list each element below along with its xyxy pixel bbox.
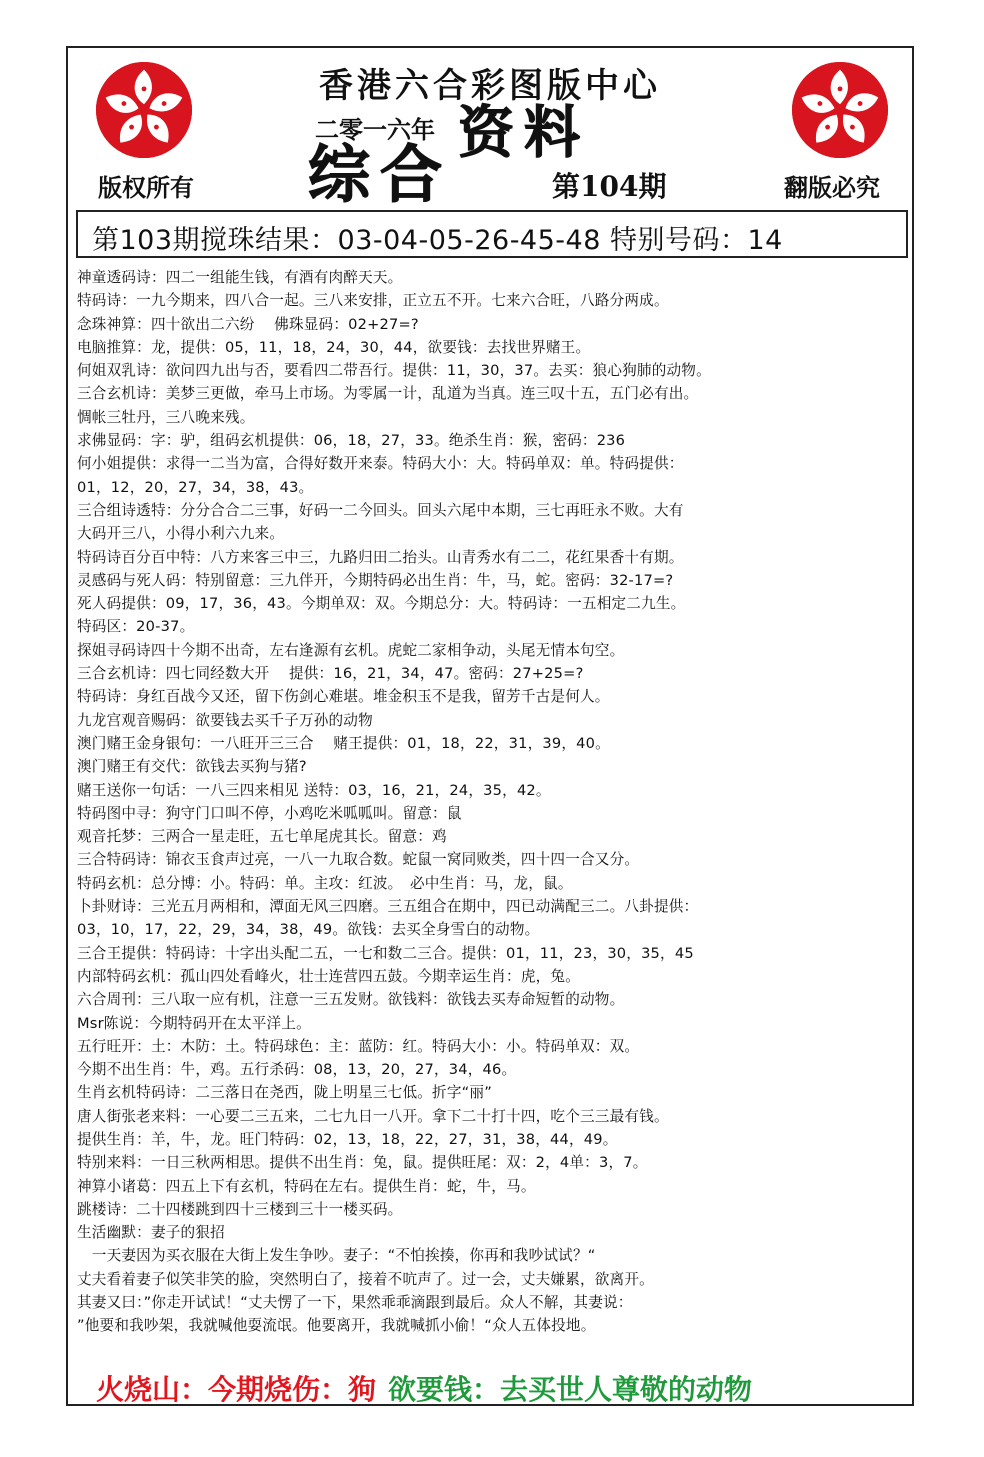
tips-text-block: [77, 266, 907, 1338]
draw-result-box: [76, 210, 908, 258]
big-title-part-2: 资料: [458, 100, 591, 166]
hk-emblem-left-icon: [96, 62, 192, 158]
text-line: 特码图中寻：狗守门口叫不停，小鸡吃米呱呱叫。留意：鼠: [77, 804, 462, 822]
text-line: 澳门赌王金身银句：一八旺开三三合 赌王提供：01，18，22，31，39，40。: [77, 734, 610, 752]
hk-emblem-right-icon: [792, 62, 888, 158]
copyright-note: 版权所有: [98, 173, 194, 202]
footer-green-text: 欲要钱：去买世人尊敬的动物: [388, 1373, 753, 1406]
text-line: 特别来料：一日三秋两相思。提供不出生肖：兔，鼠。提供旺尾：双：2，4单：3，7。: [77, 1154, 648, 1172]
text-line: 死人码提供：09，17，36，43。今期单双：双。今期总分：大。特码诗：一五相定二九生。: [77, 595, 686, 613]
text-line: 三合特码诗：锦衣玉食声过亮，一八一九取合数。蛇鼠一窝同败类，四十四一合又分。: [77, 851, 640, 869]
text-line: 特码诗百分百中特：八方来客三中三，九路归田二抬头。山青秀水有二二，花红果香十有期。: [77, 548, 684, 566]
text-line: 探姐寻码诗四十今期不出奇，左右逢源有玄机。虎蛇二家相争动，头尾无情本句空。: [77, 641, 625, 659]
text-line: 特码区：20-37。: [77, 618, 195, 636]
year-label: 二零一六年: [315, 115, 435, 144]
text-line: Msr陈说：今期特码开在太平洋上。: [77, 1014, 311, 1032]
text-line: 三合组诗透特：分分合合二三事，好码一二今回头。回头六尾中本期，三七再旺永不败。大有: [77, 501, 684, 519]
big-title: [308, 100, 591, 211]
text-line: 一天妻因为买衣服在大街上发生争吵。妻子：“不怕挨揍，你再和我吵试试？“: [77, 1247, 596, 1265]
text-line: 03，10，17，22，29，34，38，49。欲钱：去买全身雪白的动物。: [77, 921, 540, 939]
text-line: 提供生肖：羊，牛，龙。旺门特码：02，13，18，22，27，31，38，44，49。: [77, 1130, 618, 1148]
text-line: 电脑推算：龙，提供：05，11，18，24，30，44，欲要钱：去找世界赌王。: [77, 338, 591, 356]
text-line: 特码诗：身红百战今又还，留下伤剑心难堪。堆金积玉不是我，留芳千古是何人。: [77, 688, 610, 706]
text-line: 神算小诸葛：四五上下有玄机，特码在左右。提供生肖：蛇，牛，马。: [77, 1177, 536, 1195]
text-line: 生活幽默：妻子的狠招: [77, 1224, 225, 1242]
text-line: 特码诗：一九今期来，四八合一起。三八来安排，正立五不开。七来六合旺，八路分两成。: [77, 292, 669, 310]
page-title: 香港六合彩图版中心: [319, 66, 661, 106]
text-line: 何姐双乳诗：欲问四九出与否，要看四二带吾行。提供：11，30，37。去买：狼心狗肺的动物。: [77, 362, 711, 380]
text-line: 澳门赌王有交代：欲钱去买狗与猪?: [77, 758, 307, 776]
text-line: 丈夫看着妻子似笑非笑的脸，突然明白了，接着不吭声了。过一会，丈夫嫌累，欲离开。: [77, 1270, 654, 1288]
text-line: 生肖玄机特码诗：二三落日在尧西，陇上明星三七低。折字“丽”: [77, 1084, 492, 1102]
text-line: 五行旺开：土：木防：土。特码球色：主：蓝防：红。特码大小：小。特码单双：双。: [77, 1037, 640, 1055]
text-line: 赌王送你一句话：一八三四来相见 送特：03，16，21，24，35，42。: [77, 781, 551, 799]
text-line: 灵感码与死人码：特别留意：三九伴开，今期特码必出生肖：牛，马，蛇。密码：32-17=?: [77, 571, 674, 589]
draw-result-text: 第103期搅珠结果：03-04-05-26-45-48 特别号码：14: [92, 225, 783, 256]
text-line: 卜卦财诗：三光五月两相和，潭面无风三四磨。三五组合在期中，四已动满配三二。八卦提供：: [77, 898, 699, 916]
text-line: 念珠神算：四十欲出二六纷 佛珠显码：02+27=?: [77, 315, 419, 333]
text-line: 01，12，20，27，34，38，43。: [77, 478, 314, 496]
text-line: 观音托梦：三两合一星走旺，五七单尾虎其长。留意：鸡: [77, 828, 447, 846]
text-line: 九龙宫观音赐码：欲要钱去买千子万孙的动物: [77, 711, 373, 729]
text-line: 唐人街张老来料：一心要二三五来，二七九日一八开。拿下二十打十四，吃个三三最有钱。: [77, 1107, 669, 1125]
text-line: 大码开三八，小得小利六九来。: [77, 525, 285, 543]
text-line: 三合王提供：特码诗：十字出头配二五，一七和数二三合。提供：01，11，23，30，35，45: [77, 944, 694, 962]
big-title-part-1: 综合: [308, 138, 453, 211]
no-copy-note: 翻版必究: [784, 173, 880, 202]
text-line: 三合玄机诗：四七同经数大开 提供：16，21，34，47。密码：27+25=?: [77, 665, 584, 683]
issue-number: 第104期: [552, 170, 667, 203]
text-line: 六合周刊：三八取一应有机，注意一三五发财。欲钱料：欲钱去买寿命短暂的动物。: [77, 991, 625, 1009]
text-line: 神童透码诗：四二一组能生钱，有酒有肉醉天天。: [77, 269, 403, 286]
text-line: 今期不出生肖：牛，鸡。五行杀码：08，13，20，27，34，46。: [77, 1061, 517, 1079]
text-line: ”他要和我吵架，我就喊他耍流氓。他要离开，我就喊抓小偷！“众人五体投地。: [77, 1317, 596, 1335]
text-line: 其妻又曰：”你走开试试！“丈夫愣了一下，果然乖乖滴跟到最后。众人不解，其妻说：: [77, 1294, 633, 1312]
text-line: 求佛显码：字：驴，组码玄机提供：06，18，27，33。绝杀生肖：猴，密码：236: [77, 432, 626, 450]
text-line: 何小姐提供：求得一二当为富，合得好数开来泰。特码大小：大。特码单双：单。特码提供：: [77, 455, 684, 473]
text-line: 惆帐三牡丹，三八晚来残。: [77, 408, 255, 426]
text-line: 内部特码玄机：孤山四处看峰火，壮士连营四五鼓。今期幸运生肖：虎，兔。: [77, 967, 580, 985]
footer-line: [96, 1368, 752, 1408]
text-line: 跳楼诗：二十四楼跳到四十三楼到三十一楼买码。: [77, 1200, 403, 1218]
text-line: 三合玄机诗：美梦三更做，牵马上市场。为零属一计，乱道为当真。连三叹十五，五门必有出。: [77, 385, 699, 403]
text-line: 特码玄机：总分博：小。特码：单。主攻：红波。 必中生肖：马，龙，鼠。: [77, 874, 573, 892]
footer-red-text: 火烧山：今期烧伤：狗: [96, 1373, 377, 1406]
